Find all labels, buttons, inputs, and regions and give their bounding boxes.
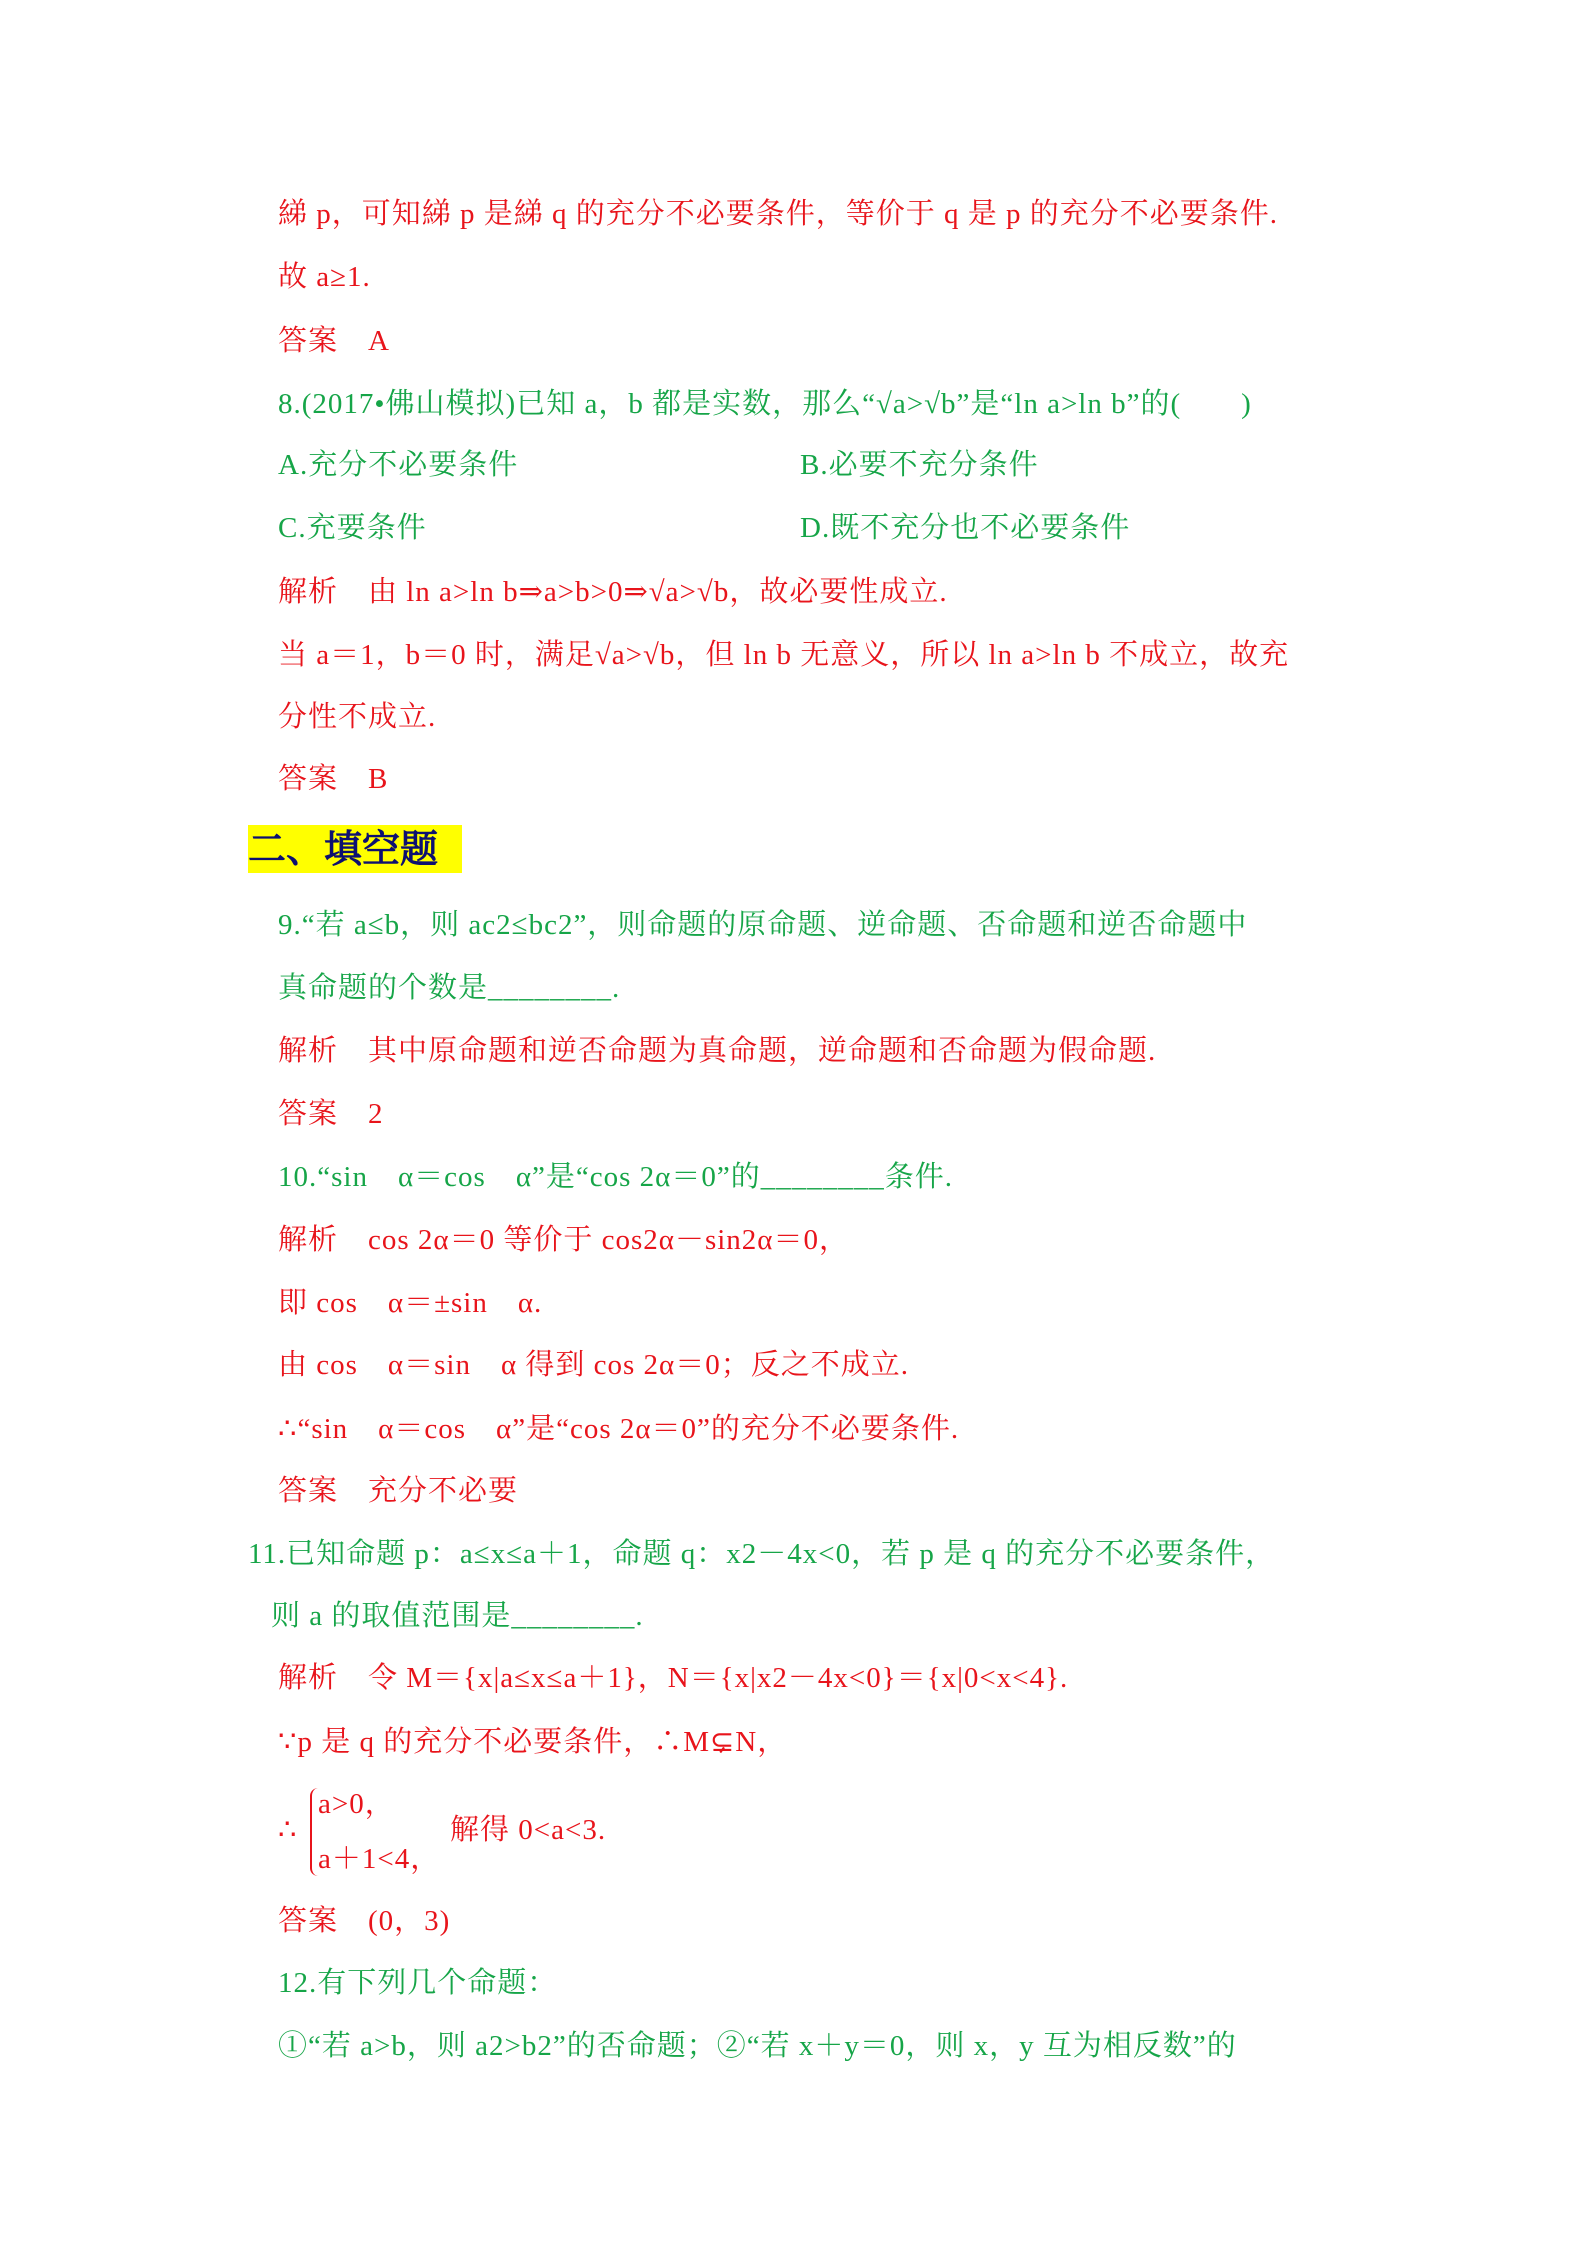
section-heading: 二、填空题 (248, 825, 462, 873)
solution-line: 由 cos α＝sin α 得到 cos 2α＝0；反之不成立. (278, 1349, 909, 1381)
question-11: 11.已知命题 p：a≤x≤a＋1，命题 q：x2－4x<0，若 p 是 q 的充分不必要条件， (248, 1538, 1276, 1570)
question-12: 12.有下列几个命题： (278, 1967, 558, 1999)
option-a: A.充分不必要条件 (278, 449, 519, 481)
question-9: 9.“若 a≤b，则 ac2≤bc2”，则命题的原命题、逆命题、否命题和逆否命题中 (278, 909, 1248, 941)
solution-line: 故 a≥1. (278, 261, 371, 293)
answer-line: 答案 A (278, 325, 390, 357)
solution-line: 即 cos α＝±sin α. (278, 1287, 543, 1319)
condition-2: a＋1<4， (318, 1843, 441, 1875)
question-8: 8.(2017•佛山模拟)已知 a，b 都是实数，那么“√a>√b”是“ln a>ln b”的( ) (278, 388, 1252, 420)
solution-result: 解得 0<a<3. (450, 1814, 607, 1846)
solution-line: ∴“sin α＝cos α”是“cos 2α＝0”的充分不必要条件. (278, 1413, 960, 1445)
solution-line: 解析 令 M＝{x|a≤x≤a＋1}，N＝{x|x2－4x<0}＝{x|0<x<4}. (278, 1662, 1069, 1694)
condition-1: a>0， (318, 1788, 395, 1820)
option-d: D.既不充分也不必要条件 (800, 512, 1131, 544)
therefore-symbol: ∴ (278, 1814, 298, 1846)
solution-line: 解析 由 ln a>ln b⇒a>b>0⇒√a>√b，故必要性成立. (278, 576, 948, 608)
solution-line: 分性不成立. (278, 701, 437, 733)
question-11-cont: 则 a 的取值范围是________. (271, 1600, 644, 1632)
solution-line: 綈 p，可知綈 p 是綈 q 的充分不必要条件，等价于 q 是 p 的充分不必要条件. (278, 198, 1279, 230)
question-10: 10.“sin α＝cos α”是“cos 2α＝0”的________条件. (278, 1161, 953, 1193)
answer-line: 答案 充分不必要 (278, 1475, 519, 1507)
answer-line: 答案 (0，3) (278, 1905, 451, 1937)
solution-line: ∵p 是 q 的充分不必要条件，∴M⊊N， (278, 1726, 788, 1758)
solution-line: 解析 cos 2α＝0 等价于 cos2α－sin2α＝0， (278, 1224, 849, 1256)
question-12-items: ①“若 a>b，则 a2>b2”的否命题；②“若 x＋y＝0，则 x，y 互为相反数”的 (278, 2030, 1237, 2062)
solution-line: 解析 其中原命题和逆否命题为真命题，逆命题和否命题为假命题. (278, 1035, 1157, 1067)
answer-line: 答案 2 (278, 1098, 384, 1130)
question-9-cont: 真命题的个数是________. (278, 972, 621, 1004)
solution-line: 当 a＝1，b＝0 时，满足√a>√b，但 ln b 无意义，所以 ln a>ln b 不成立，故充 (278, 639, 1290, 671)
option-c: C.充要条件 (278, 512, 427, 544)
answer-line: 答案 B (278, 763, 389, 795)
option-b: B.必要不充分条件 (800, 449, 1039, 481)
